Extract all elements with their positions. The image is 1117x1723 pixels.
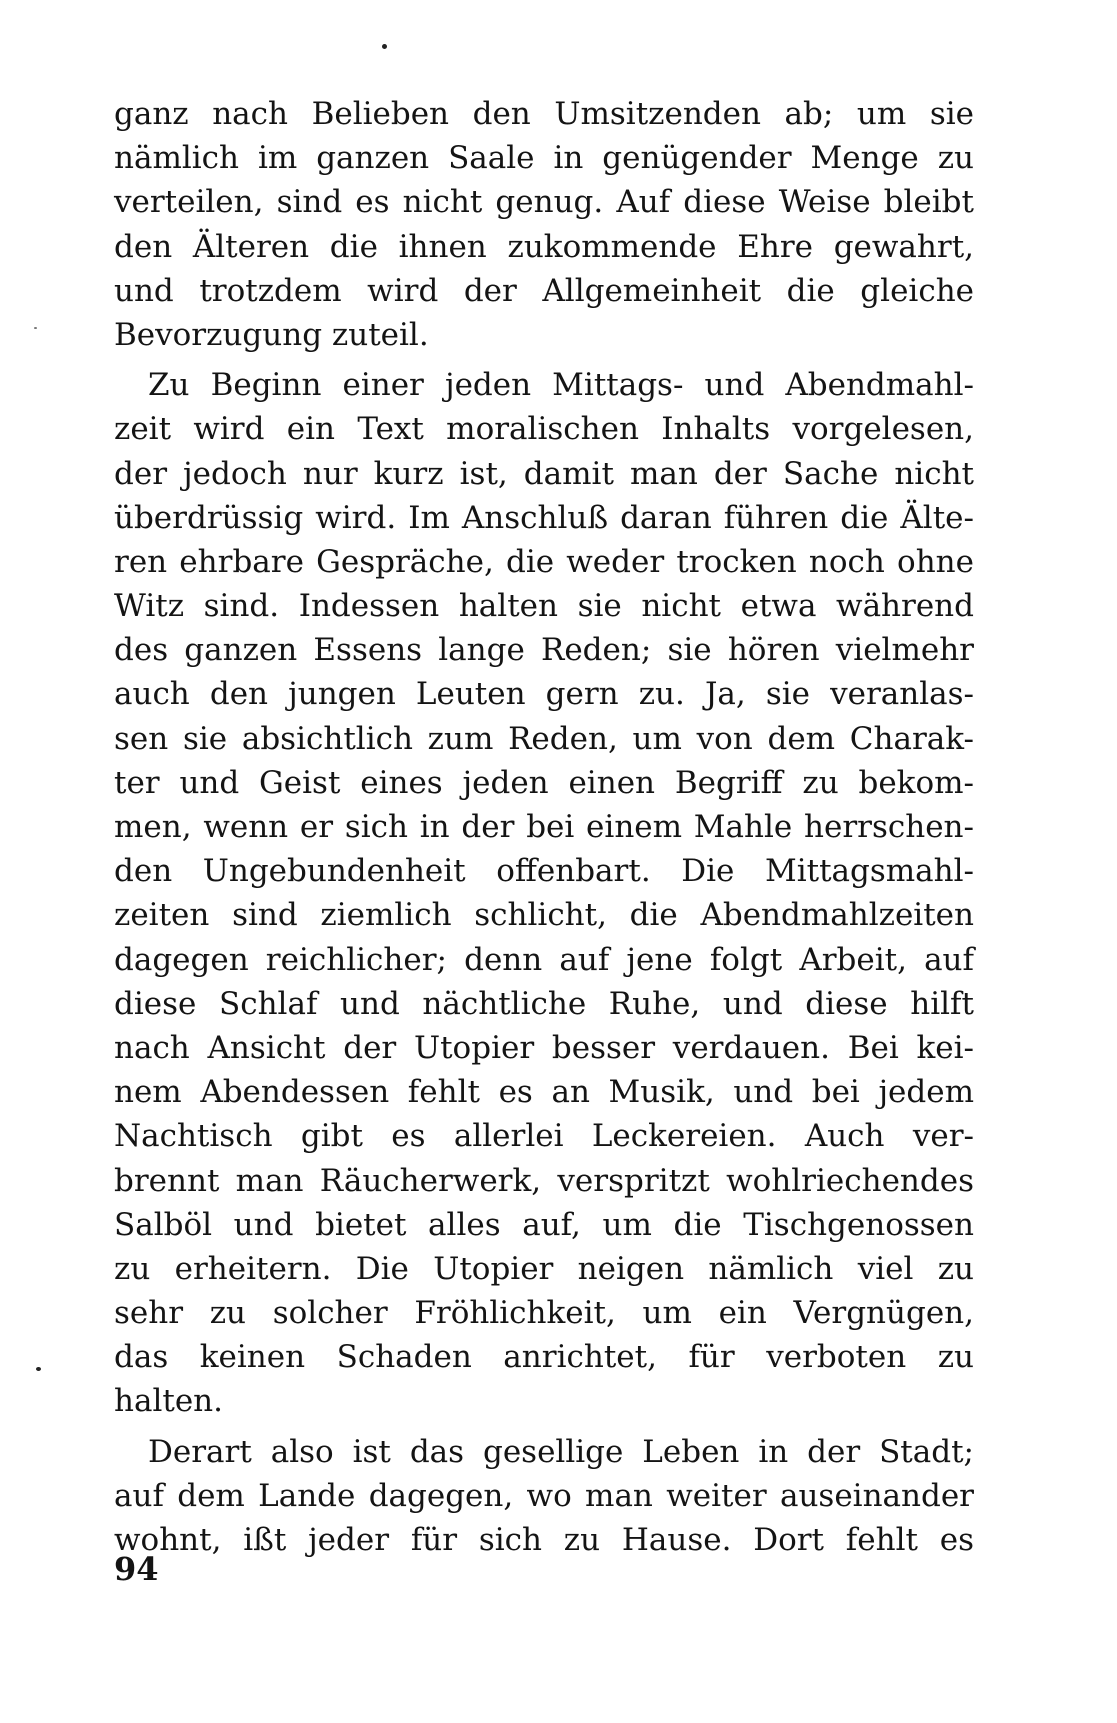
text-line: men, wenn er sich in der bei einem Mahle herrschen- xyxy=(114,809,974,845)
scan-speck xyxy=(36,1367,41,1371)
text-line: ganz nach Belieben den Umsitzenden ab; um sie xyxy=(114,96,974,132)
paragraph-3 xyxy=(114,1430,974,1563)
paragraph-1 xyxy=(114,92,974,357)
text-line: Derart also ist das gesellige Leben in der Stadt; xyxy=(148,1433,974,1470)
text-line: brennt man Räucherwerk, verspritzt wohlriechendes xyxy=(114,1162,974,1199)
text-line: ren ehrbare Gespräche, die weder trocken noch ohne xyxy=(114,543,974,580)
text-line: nach Ansicht der Utopier besser verdauen. Bei kei- xyxy=(114,1029,974,1066)
text-line: wohnt, ißt jeder für sich zu Hause. Dort fehlt es xyxy=(114,1522,974,1558)
text-line: ter und Geist eines jeden einen Begriff zu bekom- xyxy=(114,764,974,801)
text-line: nämlich im ganzen Saale in genügender Menge zu xyxy=(114,140,974,177)
text-line: der jedoch nur kurz ist, damit man der Sache nicht xyxy=(114,455,974,492)
text-line: überdrüssig wird. Im Anschluß daran führen die Älte- xyxy=(114,499,974,536)
text-line: halten. xyxy=(114,1383,223,1420)
scan-speck xyxy=(382,44,387,49)
page-number: 94 xyxy=(114,1550,159,1588)
page-body xyxy=(114,92,974,1562)
text-line: das keinen Schaden anrichtet, für verboten zu xyxy=(114,1339,974,1376)
text-line: auf dem Lande dagegen, wo man weiter auseinander xyxy=(114,1477,974,1514)
text-line: zu erheitern. Die Utopier neigen nämlich viel zu xyxy=(114,1250,974,1287)
text-line: den Älteren die ihnen zukommende Ehre gewahrt, xyxy=(114,228,974,265)
text-line: Salböl und bietet alles auf, um die Tischgenossen xyxy=(114,1206,974,1243)
text-line: des ganzen Essens lange Reden; sie hören vielmehr xyxy=(114,632,974,669)
text-line: Zu Beginn einer jeden Mittags- und Abendmahl- xyxy=(148,367,974,404)
scan-speck xyxy=(34,327,37,329)
text-line: verteilen, sind es nicht genug. Auf diese Weise bleibt xyxy=(114,184,974,221)
text-line: zeiten sind ziemlich schlicht, die Abendmahlzeiten xyxy=(114,897,974,934)
text-line: sehr zu solcher Fröhlichkeit, um ein Vergnügen, xyxy=(114,1295,974,1332)
text-line: sen sie absichtlich zum Reden, um von dem Charak- xyxy=(114,720,974,757)
paragraph-2 xyxy=(114,363,974,1424)
text-line: und trotzdem wird der Allgemeinheit die gleiche xyxy=(114,272,974,309)
text-line: Nachtisch gibt es allerlei Leckereien. Auch ver- xyxy=(114,1118,974,1155)
text-line: auch den jungen Leuten gern zu. Ja, sie veranlas- xyxy=(114,676,974,713)
text-line: Witz sind. Indessen halten sie nicht etwa während xyxy=(114,588,974,625)
text-line: nem Abendessen fehlt es an Musik, und bei jedem xyxy=(114,1074,974,1111)
text-line: zeit wird ein Text moralischen Inhalts vorgelesen, xyxy=(114,411,974,448)
text-line: dagegen reichlicher; denn auf jene folgt Arbeit, auf xyxy=(114,941,974,978)
text-line: Bevorzugung zuteil. xyxy=(114,316,429,353)
text-line: den Ungebundenheit offenbart. Die Mittagsmahl- xyxy=(114,853,974,890)
text-line: diese Schlaf und nächtliche Ruhe, und diese hilft xyxy=(114,985,974,1022)
